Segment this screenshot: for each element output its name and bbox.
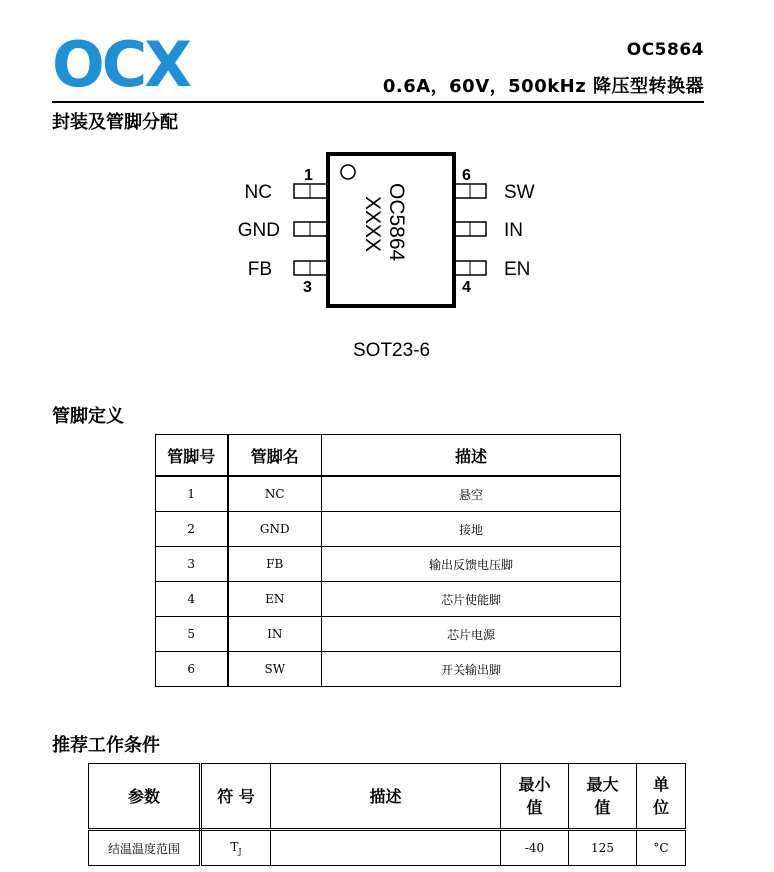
table-header-row [156, 435, 621, 477]
table-row [156, 547, 621, 582]
pin-pad-2 [294, 222, 328, 236]
pin-label-en: EN [504, 259, 531, 280]
part-number: OC5864 [626, 40, 704, 60]
pin-description-cell: 芯片电源 [322, 617, 621, 652]
max-cell: 125 [569, 830, 637, 866]
header-description: 描述 [322, 435, 621, 477]
pin-name-cell: SW [228, 652, 322, 687]
pin-number-4: 4 [462, 279, 471, 296]
marking-line-1: OC5864 [385, 183, 408, 262]
pin-number-cell: 3 [156, 547, 228, 582]
pin-number-cell: 6 [156, 652, 228, 687]
pin-description-cell: 悬空 [322, 476, 621, 512]
table-row [89, 830, 686, 866]
table-row [156, 617, 621, 652]
unit-cell: °C [637, 830, 686, 866]
pin-description-cell: 接地 [322, 512, 621, 547]
pin-pad-3 [294, 261, 328, 275]
pin-number-6: 6 [462, 167, 471, 184]
table-row [156, 652, 621, 687]
package-diagram [200, 150, 560, 320]
section-title-pin-definitions: 管脚定义 [52, 406, 124, 427]
section-title-recommended-conditions: 推荐工作条件 [52, 735, 160, 756]
table-row [156, 582, 621, 617]
pin-name-cell: EN [228, 582, 322, 617]
package-caption: SOT23-6 [353, 340, 431, 361]
section-title-package: 封装及管脚分配 [52, 112, 178, 133]
pin-description-cell: 输出反馈电压脚 [322, 547, 621, 582]
parameter-cell: 结温温度范围 [89, 830, 201, 866]
description-cell [271, 830, 501, 866]
pin-number-cell: 1 [156, 476, 228, 512]
pin-label-nc: NC [244, 182, 272, 203]
header-parameter: 参数 [89, 764, 201, 830]
header-max: 最大 值 [569, 764, 637, 830]
pin-name-cell: NC [228, 476, 322, 512]
pin-label-in: IN [504, 220, 523, 241]
logo-text: OCX [52, 36, 190, 92]
pin-definition-table [155, 434, 621, 687]
min-cell: -40 [501, 830, 569, 866]
pin-number-3: 3 [303, 279, 312, 296]
table-header-row [89, 764, 686, 830]
symbol-cell: $T_J$ [201, 830, 271, 866]
pin-number-cell: 5 [156, 617, 228, 652]
pin-number-1: 1 [304, 167, 313, 184]
pin-name-cell: IN [228, 617, 322, 652]
header-divider [52, 101, 704, 103]
pin-name-cell: GND [228, 512, 322, 547]
header-symbol: 符 号 [201, 764, 271, 830]
pin-label-sw: SW [504, 182, 535, 203]
pin-description-cell: 开关输出脚 [322, 652, 621, 687]
header-min: 最小 值 [501, 764, 569, 830]
pin-number-cell: 2 [156, 512, 228, 547]
header-description: 描述 [271, 764, 501, 830]
pin-number-cell: 4 [156, 582, 228, 617]
header-unit: 单 位 [637, 764, 686, 830]
header-pin-name: 管脚名 [228, 435, 322, 477]
pin-name-cell: FB [228, 547, 322, 582]
pin-label-fb: FB [247, 259, 272, 280]
pin1-marker [341, 165, 355, 179]
recommended-conditions-table [88, 763, 686, 866]
table-row [156, 512, 621, 547]
pin-pad-1 [294, 184, 328, 198]
document-subtitle: 0.6A，60V，500kHz 降压型转换器 [382, 76, 704, 97]
ocx-logo [52, 36, 212, 92]
table-row [156, 476, 621, 512]
pin-description-cell: 芯片使能脚 [322, 582, 621, 617]
marking-line-2: XXXX [361, 196, 384, 253]
pin-label-gnd: GND [237, 220, 280, 241]
header-pin-number: 管脚号 [156, 435, 228, 477]
